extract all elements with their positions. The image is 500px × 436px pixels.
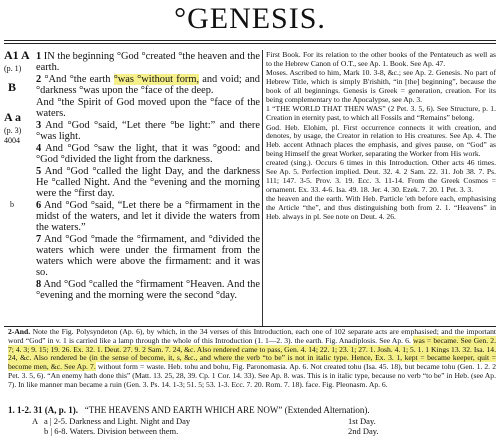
verse: 1 IN the beginning °God °created °the heaven and the earth.	[36, 51, 260, 73]
note: 1 “THE WORLD THAT THEN WAS” (2 Pet. 3. 5, 6). See Structure, p. 1. Creation in eternity past, to which all Fossils and “Remains” belong.	[266, 104, 496, 122]
note: the heaven and the earth. With Heb. Particle 'eth before each, emphasising the Article “the”, and thus distinguishing both from 2. 1. “Heavens” in Heb. always in pl. See note on Deut. 4. 26.	[266, 194, 496, 221]
verse: 5 And °God °called the light Day, and the darkness He °called Night. And the °evening and the morning were the °first day.	[36, 166, 260, 199]
structure-row: b | 6-8. Waters. Division between them. 2nd Day.	[44, 425, 379, 436]
note: First Book. For its relation to the other books of the Pentateuch as well as to the Hebrew Canon of O.T., see Ap. 1. Book. See Ap. 47.	[266, 50, 496, 68]
verse: 3 And °God °said, “Let there °be light:” and there °was light.	[36, 120, 260, 142]
notes-column	[266, 51, 496, 222]
margin-year: 4004	[4, 136, 20, 145]
note: Moses. Ascribed to him, Mark 10. 3-8, &c.; see Ap. 2. Genesis. No part of Hebrew Title, which is simply B'rishith, “in [the] beginning”, because the book of all beginnings. Genesis is Greek = generation, creation. For its being complementary to the Apocalypse, see Ap. 3.	[266, 68, 496, 104]
highlighted-phrase: °was °without form,	[113, 74, 200, 85]
margin-marker-aa: A a	[4, 110, 22, 124]
verse: 7 And °God °made the °firmament, and °divided the waters which were under the firmament from the waters which were above the firmament: and it was so.	[36, 234, 260, 278]
page-title: °GENESIS.	[174, 2, 326, 35]
structure-row: A a | 2-5. Darkness and Light. Night and Day 1st Day.	[32, 415, 376, 426]
verse: 2 °And °the earth °was °without form, and void; and °darkness °was upon the °face of the deep.	[36, 74, 260, 96]
structure-heading: 1. 1-2. 31 (A, p. 1). “THE HEAVENS AND EARTH WHICH ARE NOW” (Extended Alternation).	[8, 405, 370, 415]
title-rule	[4, 40, 496, 41]
verse: And °the Spirit of God moved upon the °face of the waters.	[36, 97, 260, 119]
column-divider	[262, 50, 263, 326]
title-rule-double	[4, 43, 496, 44]
margin-page-ref: (p. 3)	[4, 126, 22, 135]
footnote-lead: 2-And.	[8, 327, 31, 336]
margin-marker-b: B	[8, 80, 17, 94]
note: created (sing.). Occurs 6 times in this Introduction. Other acts 46 times. See Ap. 5. Perfection implied. Deut. 32. 4. 2 Sam. 22. 31. Job 38. 7. Ps. 111; 147. 3-5. Prov. 3. 19. Ecc. 3. 11-14. From the Greek Cosmos = ornament. Ex. 33. 4-6. Isa. 49. 18. Jer. 4. 30. Ezek. 7. 20. 1 Pet. 3. 3.	[266, 158, 496, 194]
footnote: 2-And. Note the Fig. Polysyndeton (Ap. 6), by which, in the 34 verses of this Introduction, each one of 102 separate acts are emphasised; and the important word “God” in v. 1 is carried like a lamp through the whole of this Introduction (1. 1—2. 3). the earth. Fig. Anadiplosis. See Ap. 6. was = became. See Gen. 2. 7; 4. 3; 9. 15; 19. 26. Ex. 32. 1. Deut. 27. 9. 2 Sam. 7. 24, &c. Also rendered came to pass, Gen. 4. 14; 22. 1; 23. 1; 27. 1. Josh. 4. 1; 5. 1. 1 Kings 13. 32. Isa. 14. 24, &c. Also rendered be (in the sense of become, it, s, &c., and where the verb “to be” is not in italic type. Hence, Ex. 3. 1, kept = became keeper, quit = become men, &c. See Ap. 7. without form = waste. Heb. tohu and bohu, Fig. Paronomasia. Ap. 6. Not created tohu (Isa. 45. 18), but became tohu (Gen. 1. 2. 2 Pet. 3. 5, 6). “An enemy hath done this” (Matt. 13. 25, 28, 39. Cp. 1 Cor. 14. 33). See Ap. 8. was. This is in italic type, because no verb “to be” in Heb. (see Ap. 7). In like manner man became a ruin (Gen. 3. Ps. 14. 1-3; 51. 5; 53. 1-3. Ecc. 7. 20. Rom. 7. 18). face. Fig. Pleonasm. Ap. 6.	[8, 327, 496, 389]
margin-marker-b-small: b	[10, 200, 14, 209]
verse-column	[36, 51, 260, 302]
margin-marker-a1: A1 A	[4, 48, 30, 62]
margin-page-ref: (p. 1)	[4, 64, 22, 73]
note: God. Heb. Elohim, pl. First occurrence connects it with creation, and denotes, by usage, the Creator in relation to His creatures. See Ap. 4. The Heb. accent Athnach places the emphasis, and gives pause, on “God” as being Himself the great Worker, separating the Worker from His work.	[266, 122, 496, 158]
verse: 4 And °God °saw the light, that it was °good: and °God °divided the light from the darkness.	[36, 143, 260, 165]
highlighted-note: was = became. See Gen. 2. 7; 4. 3; 9. 15; 19. 26. Ex. 32. 1. Deut. 27. 9. 2 Sam. 7. 24, &c. Also rendered came to pass, Gen. 4. 14; 22. 1; 23. 1; 27. 1. Josh. 4. 1; 5. 1. 1 Kings 13. 32. Isa. 14. 24, &c. Also rendered be (in the sense of become, it, s, &c., and where the verb “to be” is not in italic type. Hence, Ex. 3. 1, kept = became keeper, quit = become men, &c. See Ap. 7.	[8, 335, 496, 372]
verse: 6 And °God °said, “Let there be a °firmament in the midst of the waters, and let it divide the waters from the waters.”	[36, 200, 260, 233]
verse: 8 And °God °called the °firmament °Heaven. And the °evening and the morning were the second °day.	[36, 279, 260, 301]
structure-block	[8, 405, 496, 436]
